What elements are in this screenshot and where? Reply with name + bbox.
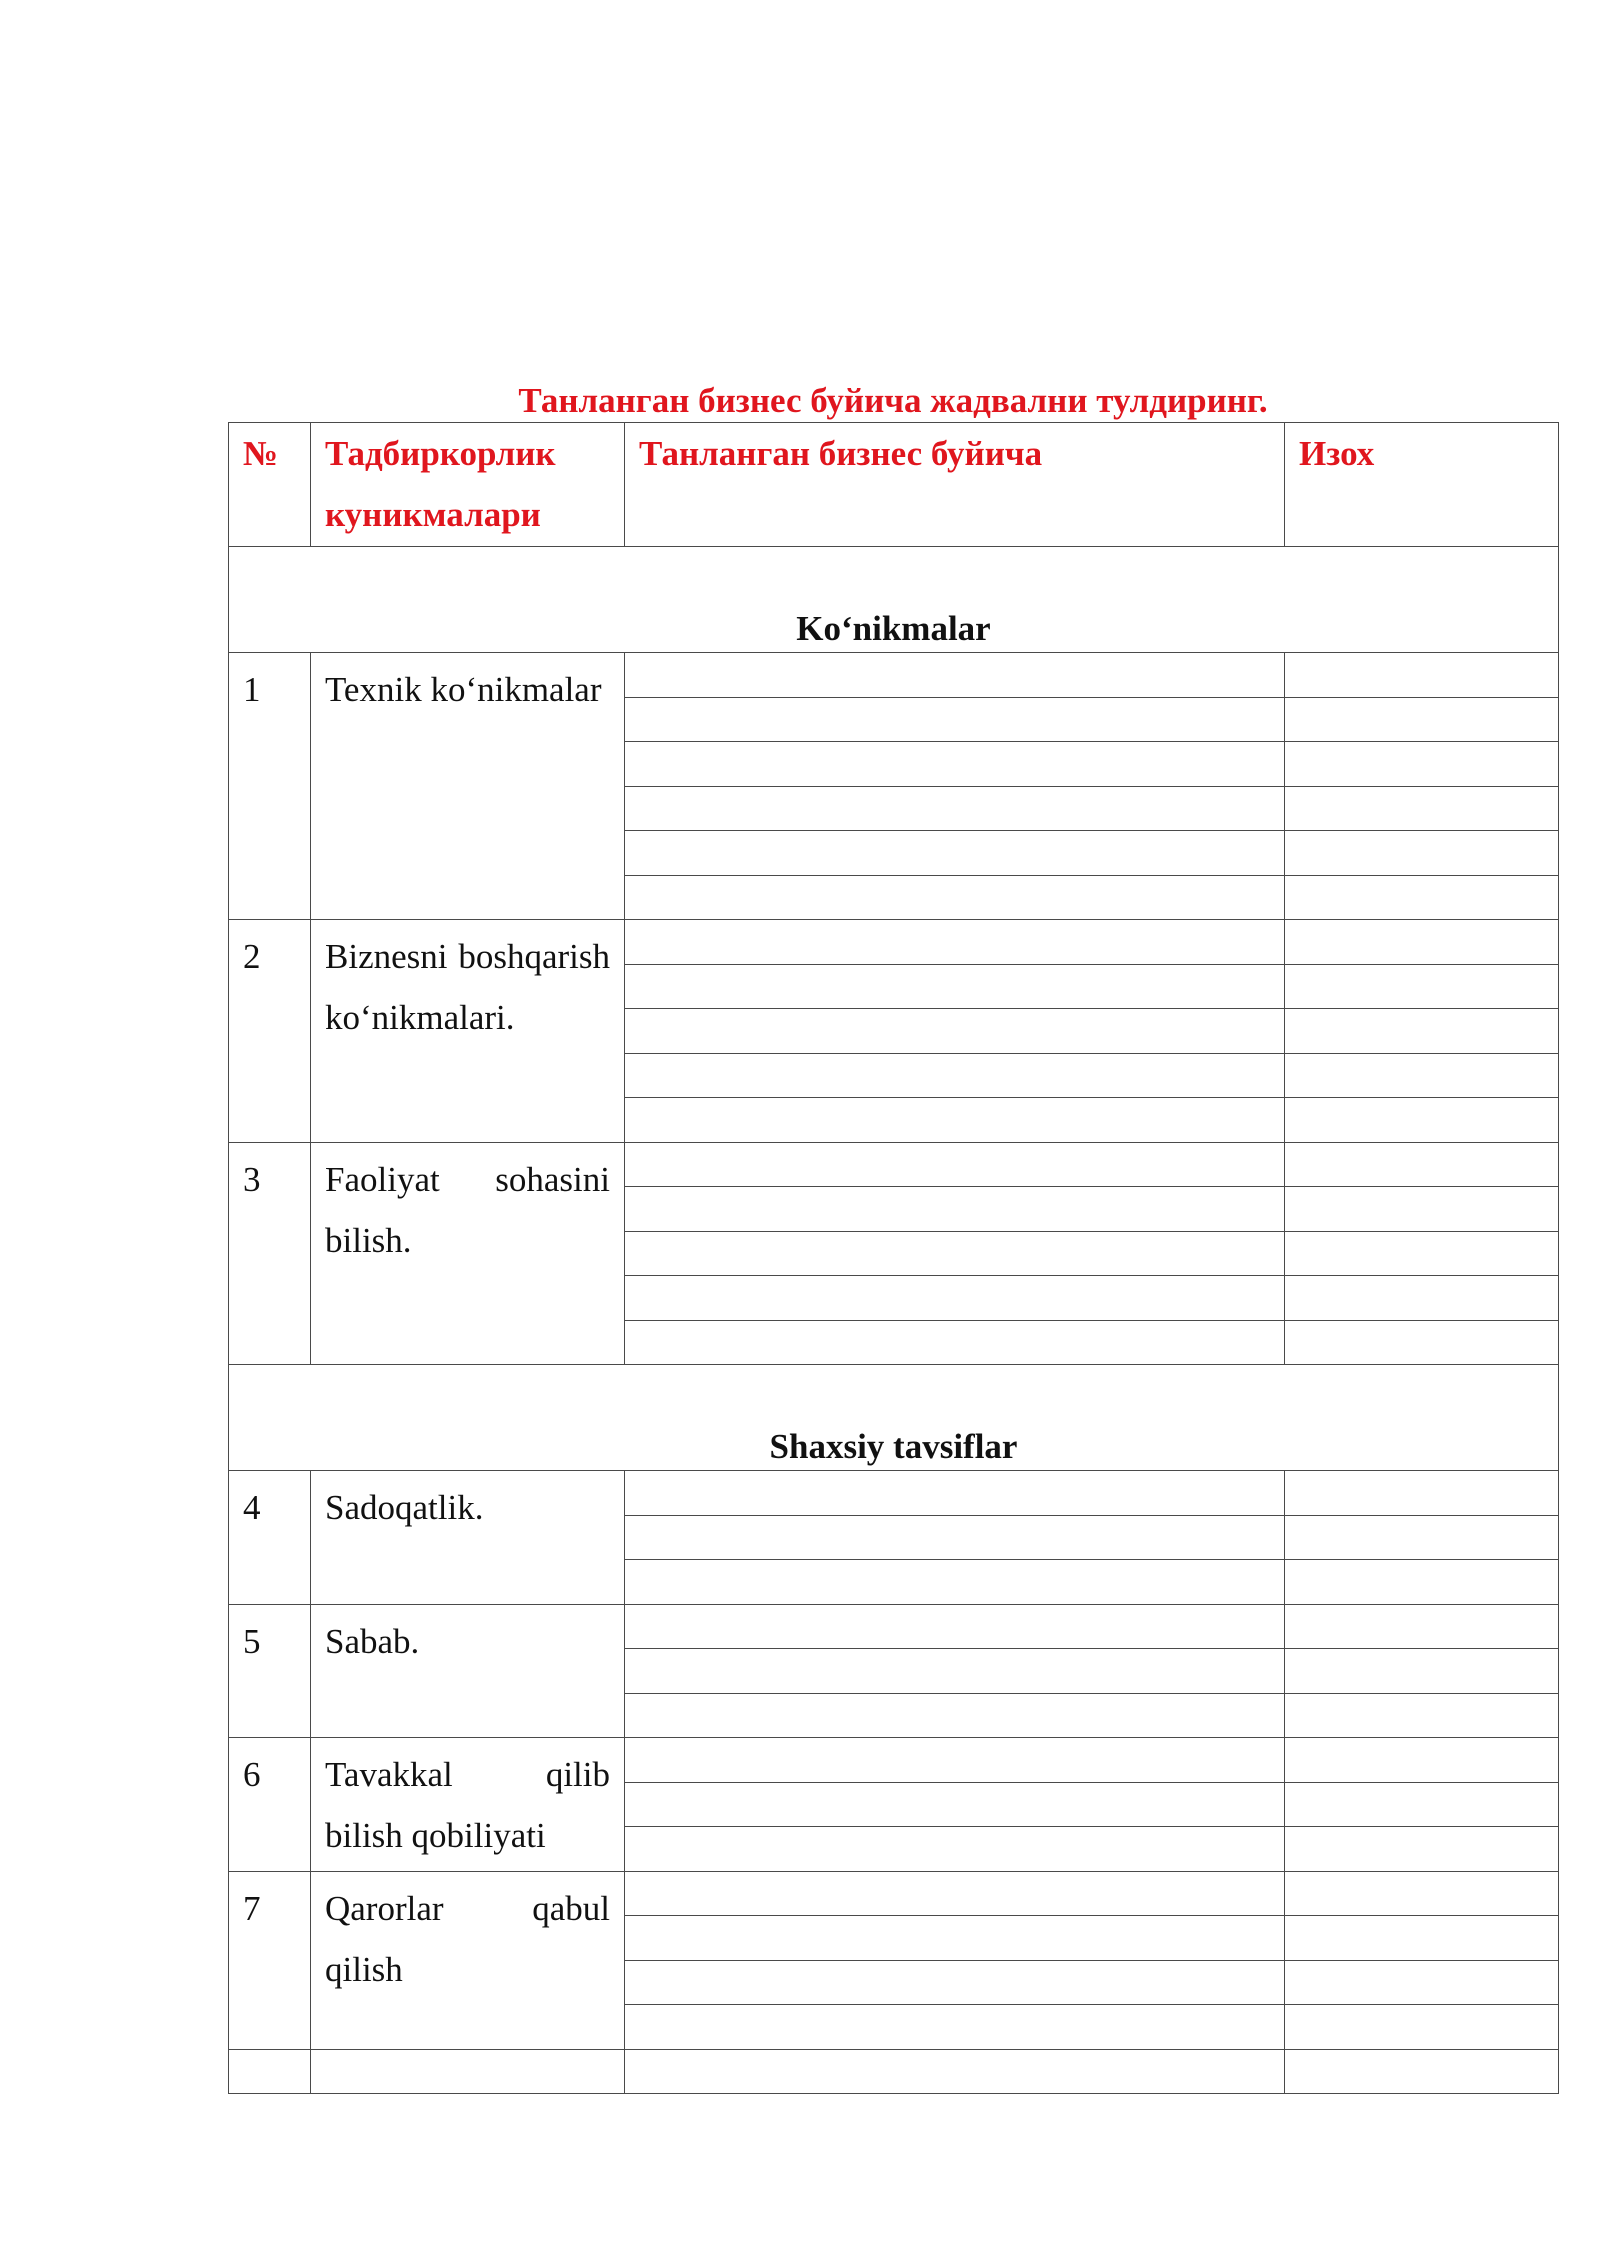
section-row — [229, 547, 1559, 653]
note-entry-cell[interactable] — [1285, 786, 1559, 831]
business-entry-cell[interactable] — [625, 1515, 1285, 1560]
skill-label: Texnik ko‘nikmalar — [311, 653, 625, 920]
empty-row — [229, 2049, 1559, 2094]
note-entry-cell[interactable] — [1285, 920, 1559, 965]
note-entry-cell[interactable] — [1285, 1693, 1559, 1738]
business-entry-cell[interactable] — [625, 1604, 1285, 1649]
business-entry-cell[interactable] — [625, 1827, 1285, 1872]
business-entry-cell[interactable] — [625, 1276, 1285, 1321]
business-entry-cell[interactable] — [625, 1871, 1285, 1916]
business-entry-cell[interactable] — [625, 875, 1285, 920]
business-entry-cell[interactable] — [625, 1142, 1285, 1187]
business-entry-cell[interactable] — [625, 1693, 1285, 1738]
note-entry-cell[interactable] — [1285, 1649, 1559, 1694]
header-num: № — [229, 423, 311, 547]
header-row — [229, 423, 1559, 547]
note-entry-cell[interactable] — [1285, 1515, 1559, 1560]
business-entry-cell[interactable] — [625, 1053, 1285, 1098]
note-entry-cell[interactable] — [1285, 1916, 1559, 1961]
note-entry-cell[interactable] — [1285, 1827, 1559, 1872]
business-entry-cell[interactable] — [625, 1782, 1285, 1827]
skill-label: Qarorlar qabul qilish — [311, 1871, 625, 2049]
empty-cell-business[interactable] — [625, 2049, 1285, 2094]
business-entry-cell[interactable] — [625, 831, 1285, 876]
empty-cell-num — [229, 2049, 311, 2094]
business-entry-cell[interactable] — [625, 1738, 1285, 1783]
skill-label: Sabab. — [311, 1604, 625, 1738]
business-entry-cell[interactable] — [625, 1560, 1285, 1605]
table-row — [229, 1738, 1559, 1783]
business-entry-cell[interactable] — [625, 1098, 1285, 1143]
business-entry-cell[interactable] — [625, 1009, 1285, 1054]
note-entry-cell[interactable] — [1285, 1960, 1559, 2005]
note-entry-cell[interactable] — [1285, 653, 1559, 698]
table-row — [229, 653, 1559, 698]
note-entry-cell[interactable] — [1285, 1782, 1559, 1827]
note-entry-cell[interactable] — [1285, 1231, 1559, 1276]
row-number: 3 — [229, 1142, 311, 1365]
header-note: Изох — [1285, 423, 1559, 547]
business-entry-cell[interactable] — [625, 653, 1285, 698]
section-row — [229, 1365, 1559, 1471]
row-number: 5 — [229, 1604, 311, 1738]
table-row — [229, 1471, 1559, 1516]
note-entry-cell[interactable] — [1285, 1738, 1559, 1783]
business-entry-cell[interactable] — [625, 742, 1285, 787]
skill-label: Faoliyat sohasini bilish. — [311, 1142, 625, 1365]
skill-label: Tavakkal qilib bilish qobiliyati — [311, 1738, 625, 1872]
note-entry-cell[interactable] — [1285, 1320, 1559, 1365]
note-entry-cell[interactable] — [1285, 964, 1559, 1009]
header-skills: Тадбиркорлик куникмалари — [311, 423, 625, 547]
business-entry-cell[interactable] — [625, 1231, 1285, 1276]
note-entry-cell[interactable] — [1285, 1276, 1559, 1321]
business-entry-cell[interactable] — [625, 1471, 1285, 1516]
table-row — [229, 1142, 1559, 1187]
skill-label: Biznesni boshqarish ko‘nikmalari. — [311, 920, 625, 1143]
business-entry-cell[interactable] — [625, 964, 1285, 1009]
note-entry-cell[interactable] — [1285, 1098, 1559, 1143]
skills-table — [228, 422, 1559, 2094]
business-entry-cell[interactable] — [625, 1960, 1285, 2005]
table-row — [229, 920, 1559, 965]
table-row — [229, 1871, 1559, 1916]
table-row — [229, 1604, 1559, 1649]
note-entry-cell[interactable] — [1285, 1053, 1559, 1098]
note-entry-cell[interactable] — [1285, 1560, 1559, 1605]
business-entry-cell[interactable] — [625, 1320, 1285, 1365]
note-entry-cell[interactable] — [1285, 1142, 1559, 1187]
note-entry-cell[interactable] — [1285, 1604, 1559, 1649]
note-entry-cell[interactable] — [1285, 1871, 1559, 1916]
skill-label: Sadoqatlik. — [311, 1471, 625, 1605]
note-entry-cell[interactable] — [1285, 1471, 1559, 1516]
business-entry-cell[interactable] — [625, 1187, 1285, 1232]
note-entry-cell[interactable] — [1285, 697, 1559, 742]
business-entry-cell[interactable] — [625, 1649, 1285, 1694]
row-number: 1 — [229, 653, 311, 920]
note-entry-cell[interactable] — [1285, 1187, 1559, 1232]
empty-cell-skill — [311, 2049, 625, 2094]
business-entry-cell[interactable] — [625, 920, 1285, 965]
row-number: 7 — [229, 1871, 311, 2049]
row-number: 6 — [229, 1738, 311, 1872]
empty-cell-note[interactable] — [1285, 2049, 1559, 2094]
section-title: Shaxsiy tavsiflar — [229, 1365, 1559, 1471]
note-entry-cell[interactable] — [1285, 1009, 1559, 1054]
note-entry-cell[interactable] — [1285, 2005, 1559, 2050]
row-number: 4 — [229, 1471, 311, 1605]
note-entry-cell[interactable] — [1285, 742, 1559, 787]
row-number: 2 — [229, 920, 311, 1143]
table-title: Танланган бизнес буйича жадвални тулдиринг. — [518, 381, 1268, 420]
note-entry-cell[interactable] — [1285, 875, 1559, 920]
business-entry-cell[interactable] — [625, 1916, 1285, 1961]
note-entry-cell[interactable] — [1285, 831, 1559, 876]
section-title: Ko‘nikmalar — [229, 547, 1559, 653]
business-entry-cell[interactable] — [625, 786, 1285, 831]
business-entry-cell[interactable] — [625, 697, 1285, 742]
header-business: Танланган бизнес буйича — [625, 423, 1285, 547]
business-entry-cell[interactable] — [625, 2005, 1285, 2050]
